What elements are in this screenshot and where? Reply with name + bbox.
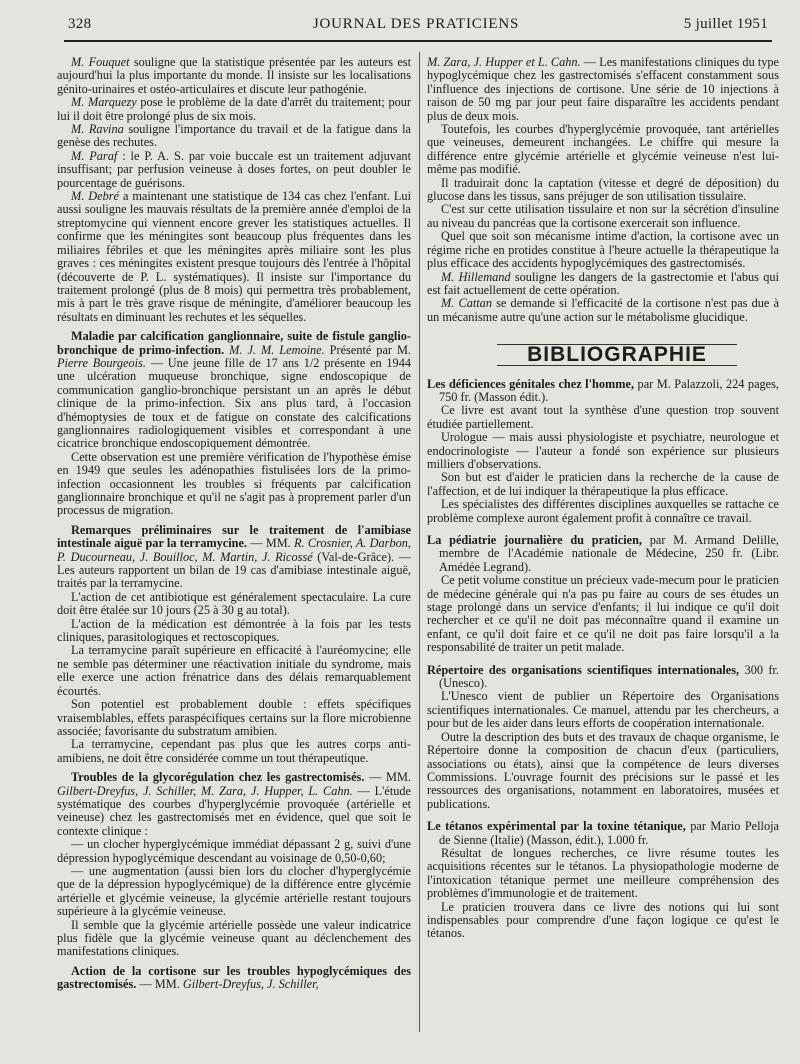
paragraph-cattan [427, 297, 779, 324]
book-review-paragraph: Son but est d'aider le praticien dans la recherche de la cause de l'affection, et de lui indiquer la thérapeutique la plus efficace. [427, 470, 779, 498]
paragraph-marquezy [57, 96, 411, 123]
speaker-name: M. Paraf [71, 148, 118, 163]
article-presented: Présenté par M. [324, 342, 411, 357]
article-presenter: Pierre Bourgeois. [57, 355, 146, 370]
speaker-name: M. Fouquet [71, 55, 130, 69]
paragraph-paraf [57, 150, 411, 190]
book-review-paragraph: Outre la description des buts et des travaux de chaque organisme, le Répertoire donne la composition de chacun d'eux (particuliers, associations ou états), ainsi que la compétence de leurs diverses Commissions. L'ouvrage fournit des précisions sur le passé et les ressources des organisations, notamment en laboratoires, musées et publications. [427, 729, 779, 811]
book-title: Le tétanos expérimental par la toxine tétanique, [427, 819, 686, 834]
right-column [427, 56, 779, 941]
page-number: 328 [68, 16, 92, 32]
paragraph-debre [57, 190, 411, 324]
paragraph: — une augmentation (aussi bien lors du clocher d'hyperglycémie que de la dépression hypoglycémique) de la différence entre glycémie artérielle et glycémie veineuse, la glycémie artérielle restant toujours supérieure à la glycémie veineuse. [57, 863, 411, 919]
book-review-paragraph: Ce livre est avant tout la synthèse d'une question trop souvent étudiée partiellement. [427, 403, 779, 431]
paragraph-hillemand [427, 271, 779, 298]
paragraph: Il semble que la glycémie artérielle possède une valeur indicatrice plus fidèle que la glycémie veineuse quant au déclenchement des manifestations cliniques. [57, 917, 411, 959]
book-review-heading [427, 534, 779, 574]
article-title: Action de la cortisone sur les troubles hypoglycémiques des gastrectomisés. [57, 963, 411, 992]
paragraph-text: souligne l'importance du travail et de la fatigue dans la genèse des rechutes. [57, 122, 411, 150]
speaker-name: M. Cattan [441, 296, 492, 311]
paragraph-fouquet [57, 56, 411, 96]
speaker-name: M. Ravina [71, 122, 124, 137]
paragraph: L'action de la médication est démontrée à la fois par les tests cliniques, parasitologiques et rectoscopiques. [57, 616, 411, 645]
article-maladie [57, 330, 411, 451]
journal-title: JOURNAL DES PRATICIENS [312, 16, 520, 32]
book-review-paragraph: Les spécialistes des différentes disciplines auxquelles se rattache ce problème complexe auront également profit à connaître ce travail. [427, 497, 779, 525]
book-review-heading [427, 664, 779, 691]
book-byline: par M. Palazzoli, 224 pages, 750 fr. (Masson édit.). [439, 376, 779, 404]
speaker-name: M. Debré [71, 189, 119, 204]
paragraph: Son potentiel est probablement double : effets spécifiques vraisemblables, effets paraspécifiques certains sur la flore microbienne associée; favorisante du substratum amibien. [57, 697, 411, 738]
paragraph-text: pose le problème de la date d'arrêt du traitement; pour lui il doit être prolongé plus de six mois. [57, 95, 411, 123]
book-review-paragraph: Le praticien trouvera dans ce livre des notions qui lui sont indispensables pour comprendre d'une façon logique ce qu'est le tétanos. [427, 899, 779, 941]
article-text: — Une jeune fille de 17 ans 1/2 présente en 1944 une ulcération muqueuse bronchique, signe endoscopique de communication ganglio-bronchique persistant un an après le début clinique de la primo-infection. Six ans plus tard, à l'occasion d'hémoptysies de toux et de fatigue on constate des calcifications ganglionnaires radiologiquement visibles et correspondant à une cicatrice bronchique endoscopiquement démontrée. [57, 355, 411, 451]
book-title: La pédiatrie journalière du praticien, [427, 533, 642, 547]
column-divider [419, 52, 420, 1032]
paragraph-text: : le P. A. S. par voie buccale est un traitement adjuvant insuffisant; par perfusion veineuse à doses fortes, on peut doubler le pourcentage de guérisons. [57, 148, 411, 190]
article-authors: M. J. M. Lemoine. [224, 342, 325, 357]
paragraph-text: souligne que la statistique présentée par les auteurs est aujourd'hui la plus importante du monde. Il insiste sur les localisations génito-urinaires et ostéo-articulaires et discute leur pathogénie. [57, 55, 411, 96]
left-column [57, 56, 411, 992]
book-byline: 300 fr. (Unesco). [439, 662, 779, 691]
article-text: — Les manifestations cliniques du type hypoglycémique chez les gastrectomisés s'effacent constamment sous l'influence des injections de cortisone. Une série de 10 injections à raison de 50 mg par jour peut faire disparaître les accidents pendant plus de deux mois. [427, 55, 780, 123]
book-title: Les déficiences génitales chez l'homme, [427, 376, 635, 391]
book-byline: par Mario Pelloja de Sienne (Italie) (Masson, édit.), 1.000 fr. [439, 819, 779, 847]
article-text: — L'étude systématique des courbes d'hyperglycémie provoquée (artérielle et veineuse) chez les gastrectomisés met en évidence, quel que soit le contexte clinique : [57, 783, 411, 838]
article-text: (Val-de-Grâce). — Les auteurs rapportent un bilan de 19 cas d'amibiase intestinale aiguë, traités par la terramycine. [57, 549, 412, 591]
paragraph: L'action de cet antibiotique est généralement spectaculaire. La cure doit être étalée sur 10 jours (25 à 30 g au total). [57, 589, 411, 618]
paragraph-ravina [57, 123, 411, 150]
page-header [64, 16, 768, 40]
bibliography-heading: BIBLIOGRAPHIE [497, 344, 737, 365]
paragraph: Il traduirait donc la captation (vitesse et degré de déposition) du glucose dans les tissus, sans préjuger de son utilisation tissulaire. [427, 175, 779, 204]
book-byline: par M. Armand Delille, membre de l'Académie nationale de Médecine, 250 fr. (Libr. Amédée Legrand). [439, 533, 779, 574]
article-authors-prefix: — MM. [247, 536, 294, 551]
paragraph-text: souligne les dangers de la gastrectomie et l'abus qui est fait actuellement de cette opération. [427, 269, 779, 297]
paragraph-text: a maintenant une statistique de 134 cas chez l'enfant. Lui aussi souligne les mauvais résultats de la première année d'emploi de la streptomycine qui viennent encore grever les statistiques actuelles. Il confirme que les méningites sont beaucoup plus fréquentes dans les miliaires fébriles et que les méningites après miliaire sont les plus graves : ces méningites existent presque toujours dès l'entrée à l'hôpital (découverte de P. L. systématiques). Il insiste sur l'importance du traitement prolongé (plus de 8 mois) qui permettra très probablement, mis à part le très grave risque de méningite, d'améliorer beaucoup les résultats en diminuant les rechutes et les séquelles. [57, 189, 411, 324]
article-authors-prefix: — MM. [136, 977, 183, 992]
article-authors: M. Zara, J. Hupper et L. Cahn. [427, 55, 581, 69]
book-review-paragraph: L'Unesco vient de publier un Répertoire des Organisations scientifiques internationales. Ce manuel, attendu par les chercheurs, a pour but de les aider dans leurs efforts de coopération internationale. [427, 689, 779, 731]
book-review-paragraph: Urologue — mais aussi physiologiste et psychiatre, neurologue et endocrinologiste — l'auteur a fondé son expérience sur plusieurs milliers d'observations. [427, 430, 779, 471]
article-remarques [57, 524, 411, 591]
paragraph: — un clocher hyperglycémique immédiat dépassant 2 g, suivi d'une dépression hypoglycémique descendant au voisinage de 0,50-0,60; [57, 837, 411, 865]
paragraph: C'est sur cette utilisation tissulaire et non sur la sécrétion d'insuline au niveau du pancréas que la cortisone exercerait son influence. [427, 202, 779, 230]
book-title: Répertoire des organisations scientifiques internationales, [427, 662, 740, 677]
header-rule [64, 40, 772, 42]
paragraph: La terramycine paraît supérieure en efficacité à l'auréomycine; elle ne semble pas déterminer une réactivation initiale du syndrome, mais elle exerce une action frénatrice dans des délais remarquablement écourtés. [57, 643, 411, 698]
article-title: Remarques préliminaires sur le traitement de l'amibiase intestinale aiguë par la terramycine. [57, 522, 411, 551]
book-review-paragraph: Résultat de longues recherches, ce livre résume toutes les acquisitions récentes sur le tétanos. La physiopathologie moderne de l'intoxication tétanique permet une meilleure compréhension des problèmes d'immunologie et de traitement. [427, 845, 779, 901]
article-action [57, 965, 411, 992]
article-title: Troubles de la glycorégulation chez les gastrectomisés. [71, 770, 365, 785]
paragraph-text: se demande si l'efficacité de la cortisone n'est pas due à un mécanisme autre qu'une action sur le métabolisme glucidique. [427, 296, 779, 324]
paragraph: Toutefois, les courbes d'hyperglycémie provoquée, tant artérielles que veineuses, demeurent inchangées. Le chiffre qui mesure la différence entre glycémie artérielle et glycémie veineuse n'est lui-même pas modifié. [427, 122, 779, 177]
article-troubles [57, 771, 411, 838]
book-review-heading [427, 378, 779, 405]
paragraph: Quel que soit son mécanisme intime d'action, la cortisone avec un régime riche en protides constitue à l'heure actuelle la thérapeutique la plus efficace des accidents hypoglycémiques des gastrectomisés. [427, 229, 779, 271]
speaker-name: M. Marquezy [71, 95, 137, 110]
article-authors: Gilbert-Dreyfus, J. Schiller, M. Zara, J. Hupper, L. Cahn. [57, 783, 353, 798]
article-authors: R. Crosnier, A. Darbon, P. Ducourneau, J. Bouilloc, M. Martin, J. Ricossé [57, 536, 411, 564]
paragraph: La terramycine, cependant pas plus que les autres corps anti-amibiens, ne doit être considérée comme un tout thérapeutique. [57, 737, 411, 765]
speaker-name: M. Hillemand [441, 269, 511, 284]
book-review-heading [427, 820, 779, 847]
article-authors-prefix: — MM. [364, 770, 411, 785]
article-title: Maladie par calcification ganglionnaire, suite de fistule ganglio-bronchique de primo-infection. [57, 329, 411, 357]
article-action-continued [427, 56, 779, 123]
issue-date: 5 juillet 1951 [683, 16, 768, 32]
book-review-paragraph: Ce petit volume constitue un précieux vade-mecum pour le praticien de médecine générale qui n'a pas pu faire au cours de ses études un stage prolongé dans un service d'enfants; il lui indique ce qu'il doit rechercher et ce qu'il ne doit pas méconnaître quand il examine un enfant, ce qu'il doit faire et ce qu'il ne doit pas faire lorsqu'il a la responsabilité de traiter un petit malade. [427, 573, 779, 655]
book-review-list [427, 378, 779, 941]
paragraph: Cette observation est une première vérification de l'hypothèse émise en 1949 que seules les adénopathies fistulisées lors de la primo-infection occasionnent les troubles si fréquents par calcification ganglionnaire bronchique et qu'il ne s'agit pas à proprement parler d'un processus de migration. [57, 449, 411, 518]
article-authors: Gilbert-Dreyfus, J. Schiller, [182, 977, 319, 992]
